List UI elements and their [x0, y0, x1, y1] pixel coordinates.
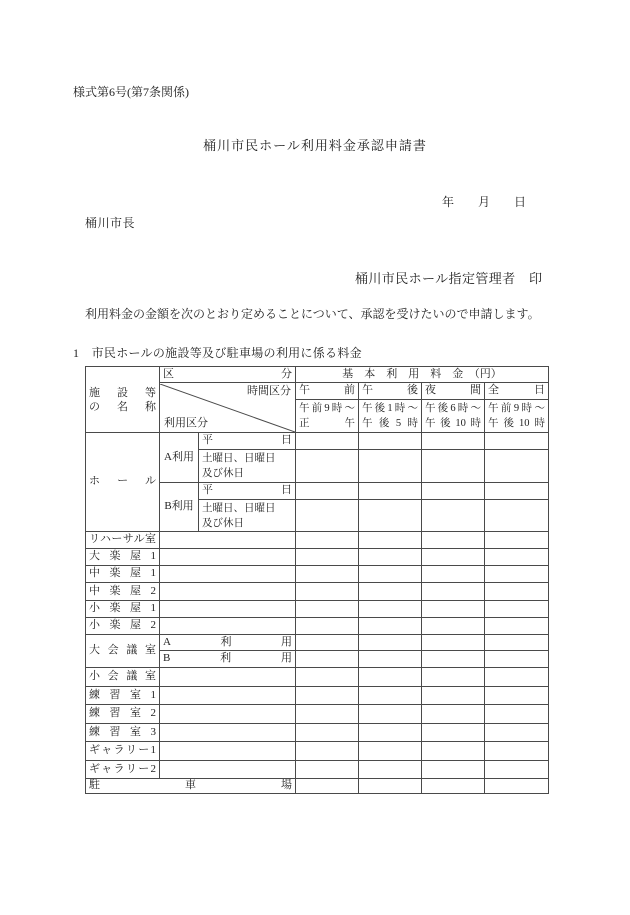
facility-cell-hall: ホール	[86, 433, 160, 532]
table-row	[86, 705, 549, 724]
facility-cell: ギャラリー1	[86, 742, 160, 761]
fee-cell	[296, 687, 359, 705]
fee-cell	[359, 549, 422, 566]
fee-cell	[296, 500, 359, 532]
fee-cell	[296, 549, 359, 566]
division-blank-cell	[160, 566, 296, 583]
facility-cell: 小楽屋1	[86, 601, 160, 618]
fee-cell	[485, 532, 549, 549]
facility-header-cell	[86, 367, 160, 433]
year-label: 年	[442, 195, 455, 209]
fee-cell	[359, 724, 422, 742]
fee-cell	[422, 532, 485, 549]
fee-cell	[296, 779, 359, 794]
fee-cell	[422, 668, 485, 687]
fee-cell	[485, 742, 549, 761]
division-blank-cell	[160, 601, 296, 618]
fee-cell	[296, 635, 359, 651]
fee-cell	[422, 724, 485, 742]
division-blank-cell	[160, 532, 296, 549]
fee-cell	[422, 742, 485, 761]
fee-cell	[422, 618, 485, 635]
fee-cell	[359, 618, 422, 635]
fee-cell	[422, 566, 485, 583]
fee-cell	[422, 433, 485, 450]
fee-cell	[296, 668, 359, 687]
table-row	[86, 761, 549, 779]
form-number: 様式第6号(第7条関係)	[73, 85, 189, 99]
time-column-afternoon: 午後	[359, 383, 422, 400]
table-row	[86, 532, 549, 549]
fee-cell	[422, 651, 485, 668]
facility-cell: ギャラリー2	[86, 761, 160, 779]
time-division-label: 時間区分	[247, 384, 291, 397]
division-blank-cell	[160, 618, 296, 635]
fee-cell	[359, 668, 422, 687]
fee-cell	[296, 724, 359, 742]
table-row	[86, 668, 549, 687]
fee-cell	[422, 500, 485, 532]
fee-cell	[296, 532, 359, 549]
fee-cell	[485, 483, 549, 500]
fee-cell	[359, 779, 422, 794]
facility-cell-meeting: 大会議室	[86, 635, 160, 668]
fee-cell	[296, 618, 359, 635]
time-range-morning: 午前9時～ 正午	[296, 400, 359, 433]
fee-cell	[296, 761, 359, 779]
fee-cell	[359, 742, 422, 761]
fee-cell	[359, 687, 422, 705]
division-blank-cell	[160, 583, 296, 601]
fee-cell	[485, 705, 549, 724]
fee-cell	[296, 450, 359, 483]
hall-a-label: A利用	[160, 433, 199, 483]
fee-cell	[359, 532, 422, 549]
fee-cell	[485, 635, 549, 651]
month-label: 月	[477, 195, 490, 209]
time-range-allday: 午前9時～ 午後10時	[485, 400, 549, 433]
fee-cell	[422, 705, 485, 724]
fee-cell	[422, 549, 485, 566]
facility-header-line2: の名称	[89, 400, 156, 413]
fee-cell	[359, 433, 422, 450]
fee-cell	[485, 450, 549, 483]
fee-cell	[359, 500, 422, 532]
date-line	[442, 196, 526, 210]
fee-cell	[359, 450, 422, 483]
hall-b-label: B利用	[160, 483, 199, 532]
facility-cell: 小会議室	[86, 668, 160, 687]
fee-cell	[422, 779, 485, 794]
fee-cell	[359, 705, 422, 724]
fee-cell	[485, 583, 549, 601]
division-blank-cell	[160, 742, 296, 761]
table-row	[86, 687, 549, 705]
fee-cell	[296, 566, 359, 583]
table-row	[86, 583, 549, 601]
addressee: 桶川市長	[85, 216, 136, 230]
fee-cell	[422, 450, 485, 483]
fee-cell	[296, 742, 359, 761]
division-blank-cell	[160, 761, 296, 779]
table-row	[86, 618, 549, 635]
facility-cell: 練習室2	[86, 705, 160, 724]
fee-cell	[296, 705, 359, 724]
facility-cell: 練習室1	[86, 687, 160, 705]
time-column-morning: 午前	[296, 383, 359, 400]
meeting-a-cell: A利用	[160, 635, 296, 651]
fee-table	[85, 366, 549, 794]
fee-cell	[359, 483, 422, 500]
table-row	[86, 779, 549, 794]
fee-cell	[296, 583, 359, 601]
facility-cell-parking: 駐車場	[86, 779, 296, 794]
statement: 利用料金の金額を次のとおり定めることについて、承認を受けたいので申請します。	[85, 307, 540, 321]
fee-cell	[296, 601, 359, 618]
division-blank-cell	[160, 668, 296, 687]
fee-cell	[296, 433, 359, 450]
facility-cell: 中楽屋1	[86, 566, 160, 583]
table-row	[86, 601, 549, 618]
fee-cell	[422, 635, 485, 651]
fee-cell	[422, 601, 485, 618]
fee-group-header-cell: 基 本 利 用 料 金 （円）	[296, 367, 549, 383]
day-label: 日	[513, 195, 526, 209]
fee-cell	[359, 651, 422, 668]
meeting-b-cell: B利用	[160, 651, 296, 668]
fee-cell	[359, 761, 422, 779]
table-row	[86, 742, 549, 761]
division-blank-cell	[160, 724, 296, 742]
fee-cell	[359, 566, 422, 583]
fee-cell	[485, 724, 549, 742]
division-diagonal-cell	[160, 383, 296, 433]
fee-cell	[296, 651, 359, 668]
section-heading: 1 市民ホールの施設等及び駐車場の利用に係る料金	[73, 346, 362, 360]
fee-cell	[422, 483, 485, 500]
division-blank-cell	[160, 549, 296, 566]
table-row	[86, 566, 549, 583]
fee-cell	[485, 601, 549, 618]
division-blank-cell	[160, 705, 296, 724]
time-range-evening: 午後6時～ 午後10時	[422, 400, 485, 433]
table-row	[86, 549, 549, 566]
facility-cell: 中楽屋2	[86, 583, 160, 601]
weekend-cell: 土曜日、日曜日 及び休日	[199, 500, 296, 532]
applicant-seal-line: 桶川市民ホール指定管理者 印	[355, 271, 543, 286]
time-column-evening: 夜間	[422, 383, 485, 400]
use-division-label: 利用区分	[164, 417, 208, 430]
division-header-cell: 区分	[160, 367, 296, 383]
fee-cell	[359, 635, 422, 651]
facility-cell: リハーサル室	[86, 532, 160, 549]
fee-cell	[485, 761, 549, 779]
fee-cell	[296, 483, 359, 500]
fee-cell	[422, 583, 485, 601]
facility-cell: 練習室3	[86, 724, 160, 742]
fee-cell	[485, 549, 549, 566]
fee-cell	[485, 779, 549, 794]
fee-cell	[485, 618, 549, 635]
weekday-cell: 平日	[199, 433, 296, 450]
fee-cell	[485, 651, 549, 668]
fee-cell	[485, 687, 549, 705]
division-blank-cell	[160, 687, 296, 705]
fee-cell	[359, 601, 422, 618]
table-row	[86, 635, 549, 651]
fee-cell	[359, 583, 422, 601]
time-range-afternoon: 午後1時～ 午後5時	[359, 400, 422, 433]
weekend-cell: 土曜日、日曜日 及び休日	[199, 450, 296, 483]
time-column-allday: 全日	[485, 383, 549, 400]
weekday-cell: 平日	[199, 483, 296, 500]
fee-cell	[485, 433, 549, 450]
fee-cell	[422, 761, 485, 779]
facility-cell: 小楽屋2	[86, 618, 160, 635]
facility-header-line1: 施設等	[89, 386, 156, 399]
fee-cell	[422, 687, 485, 705]
fee-cell	[485, 668, 549, 687]
fee-cell	[485, 566, 549, 583]
facility-cell: 大楽屋1	[86, 549, 160, 566]
fee-cell	[485, 500, 549, 532]
page-title: 桶川市民ホール利用料金承認申請書	[203, 138, 427, 153]
table-row	[86, 724, 549, 742]
